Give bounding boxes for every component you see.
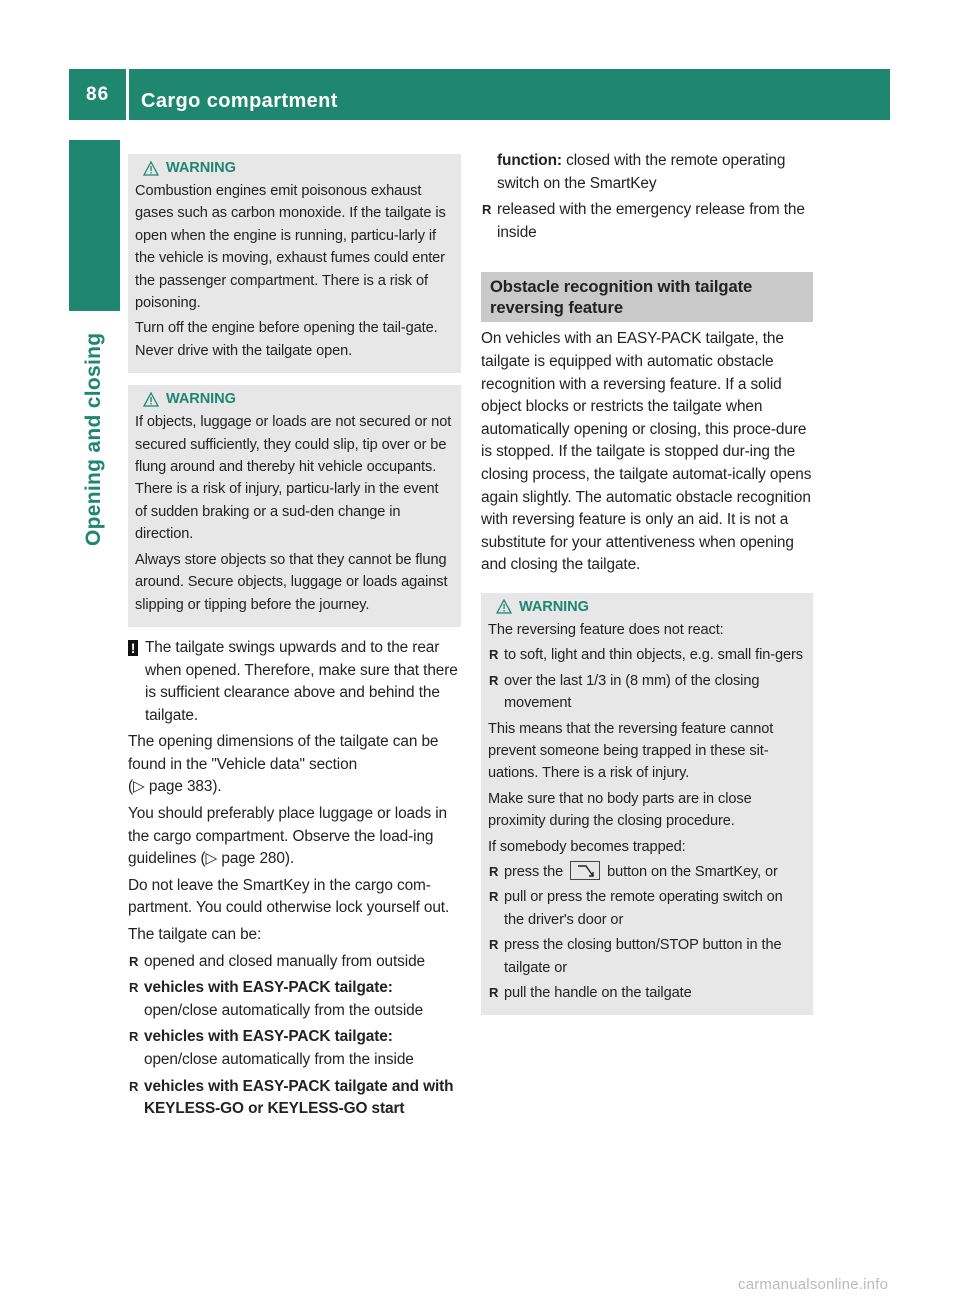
warning-text: If somebody becomes trapped:	[488, 838, 686, 855]
warning-list-conditions	[488, 644, 806, 714]
paragraph-dimensions	[128, 731, 461, 799]
page-reference-link[interactable]: (▷ page 383).	[128, 778, 222, 796]
chapter-tab-block	[69, 140, 120, 311]
exclamation-icon: !	[128, 640, 138, 656]
list-item: R released with the emergency release from the inside	[481, 199, 813, 244]
list-item: R over the last 1/3 in (8 mm) of the closing movement	[488, 670, 806, 715]
warning-label: WARNING	[166, 391, 236, 408]
list-item: R pull or press the remote operating switch on the driver's door or	[488, 886, 806, 931]
chapter-label-text: Opening and closing	[82, 332, 105, 546]
warning-text: Make sure that no body parts are in close proximity during the closing procedure.	[488, 790, 752, 830]
warning-text: Always store objects so that they cannot be flung around. Secure objects, luggage or loads against slipping or tipping before the journey.	[135, 551, 448, 613]
left-column	[128, 154, 461, 1121]
page-number: 86	[86, 84, 110, 105]
right-column	[481, 150, 813, 1027]
list-item: R vehicles with EASY-PACK tailgate and with KEYLESS-GO or KEYLESS-GO start	[128, 1076, 461, 1121]
warning-text: If objects, luggage or loads are not secured or not secured sufficiently, they could slip, tip over or be flung around and thereby hit vehicle occupants. There is a risk of injury, particu-larly in the event of sudden braking or a sud-den change in direction.	[135, 414, 452, 543]
warning-text: Turn off the engine before opening the tail-gate. Never drive with the tailgate open.	[135, 320, 438, 359]
header-separator	[126, 69, 129, 120]
warning-label: WARNING	[519, 598, 589, 615]
paragraph-text: The opening dimensions of the tailgate can be found in the "Vehicle data" section	[128, 733, 439, 773]
note-text: The tailgate swings upwards and to the rear when opened. Therefore, make sure that there is sufficient clearance above and behind the tailgate.	[145, 638, 458, 724]
subheading-obstacle-recognition: Obstacle recognition with tailgate reversing feature	[481, 272, 813, 322]
note-clearance	[128, 637, 461, 727]
warning-label: WARNING	[166, 159, 236, 176]
warning-text: Combustion engines emit poisonous exhaust gases such as carbon monoxide. If the tailgate is open when the engine is running, particu-larly if the vehicle is moving, exhaust fumes could enter the passenger compartment. There is a risk of poisoning.	[135, 183, 446, 312]
warning-header	[135, 387, 454, 411]
warning-text: This means that the reversing feature cannot prevent someone being trapped in these sit-uations. There is a risk of injury.	[488, 720, 774, 782]
section-title: Cargo compartment	[141, 90, 338, 112]
list-item: R press the closing button/STOP button in the tailgate or	[488, 934, 806, 979]
warning-triangle-icon	[143, 161, 159, 176]
paragraph-tailgate-can-be: The tailgate can be:	[128, 926, 262, 944]
warning-list-actions	[488, 861, 806, 1004]
warning-text: The reversing feature does not react:	[488, 621, 724, 638]
list-item: R vehicles with EASY-PACK tailgate: open/close automatically from the inside	[128, 1026, 461, 1071]
chapter-label	[66, 320, 122, 550]
warning-box-exhaust	[128, 154, 461, 373]
paragraph-obstacle-intro: On vehicles with an EASY-PACK tailgate, the tailgate is equipped with automatic obstacle recognition with a reversing feature. If a solid object blocks or restricts the tailgate when automatically opening or closing, this proce-dure is stopped. If the tailgate is stopped dur-ing the closing process, the tailgate automat-ically opens again slightly. The automatic obstacle recognition with reversing feature is only an aid. It is not a substitute for your attentiveness when opening and closing the tailgate.	[481, 330, 812, 574]
warning-triangle-icon	[143, 392, 159, 407]
paragraph-smartkey: Do not leave the SmartKey in the cargo com-partment. You could otherwise lock yourself out.	[128, 876, 450, 917]
list-item: R press the button on the SmartKey, or	[488, 861, 806, 883]
list-item: R pull the handle on the tailgate	[488, 982, 806, 1004]
warning-box-objects	[128, 385, 461, 627]
list-item: R to soft, light and thin objects, e.g. small fin-gers	[488, 644, 806, 666]
tailgate-key-icon	[570, 861, 600, 880]
warning-header	[135, 156, 454, 180]
release-list	[481, 199, 813, 244]
warning-header	[488, 595, 806, 619]
tailgate-options-list	[128, 951, 461, 1121]
list-continuation: function: closed with the remote operating switch on the SmartKey	[497, 152, 786, 192]
list-item: R vehicles with EASY-PACK tailgate: open/close automatically from the outside	[128, 977, 461, 1022]
list-item: R opened and closed manually from outside	[128, 951, 461, 974]
paragraph-luggage: You should preferably place luggage or loads in the cargo compartment. Observe the load-ing guidelines (▷ page 280).	[128, 805, 448, 868]
warning-box-reversing	[481, 593, 813, 1016]
warning-triangle-icon	[496, 599, 512, 614]
footer-watermark: carmanualsonline.info	[738, 1276, 889, 1293]
